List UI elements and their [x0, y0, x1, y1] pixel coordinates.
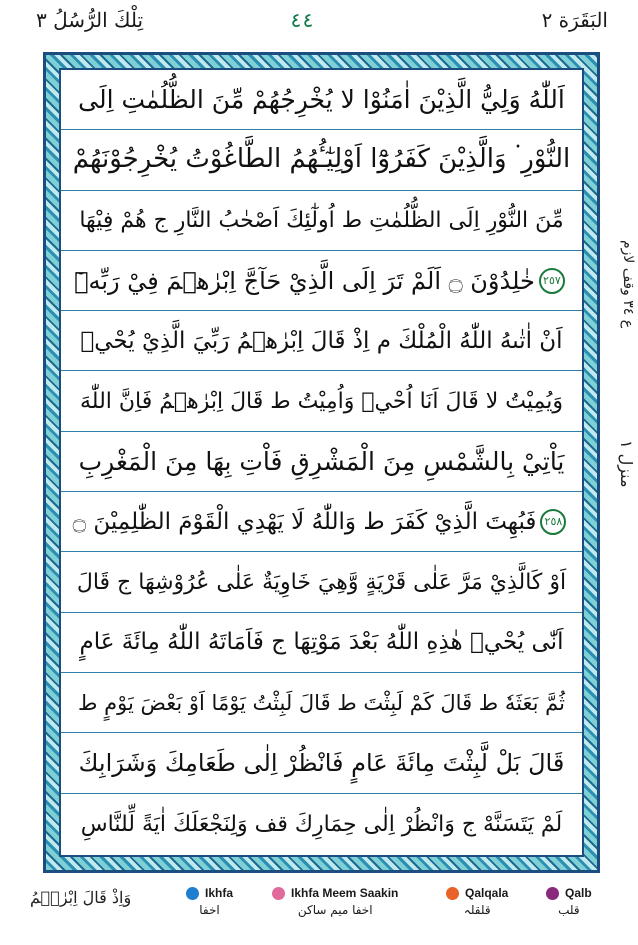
decorative-page-frame	[43, 52, 600, 873]
orange-dot-icon	[446, 887, 459, 900]
catchword: وَاِذْ قَالَ اِبْرٰهٖمُ	[30, 888, 132, 907]
text-line-5	[61, 311, 582, 371]
ayah-marker: ٢٥٧	[539, 268, 565, 294]
text-line-11	[61, 673, 582, 733]
legend-qalqala	[446, 886, 508, 917]
line-text: لَمْ يَتَسَنَّهْ ج وَانْظُرْ اِلٰى حِمَارِكَ قف وَلِنَجْعَلَكَ اٰيَةً لِّلنَّاسِ	[80, 811, 563, 837]
line-text: ثُمَّ بَعَثَهٗ ط قَالَ كَمْ لَبِثْتَ ط قَالَ لَبِثْتُ يَوْمًا اَوْ بَعْضَ يَوْمٍ ط	[78, 690, 565, 715]
page-header	[0, 0, 638, 52]
line-text: خٰلِدُوْنَ ۝ اَلَمْ تَرَ اِلَى الَّذِيْ حَآجَّ اِبْرٰهٖمَ فِيْ رَبِّهٖٓ	[74, 266, 535, 295]
legend-ikhfa	[186, 886, 233, 917]
ayah-marker: ٢٥٨	[540, 509, 566, 535]
legend-qalb	[546, 886, 592, 917]
line-text: اَنْ اٰتٰىهُ اللّٰهُ الْمُلْكَ م اِذْ قَالَ اِبْرٰهٖمُ رَبِّيَ الَّذِيْ يُحْيٖ	[80, 327, 563, 354]
text-line-8	[61, 492, 582, 552]
legend-label-urdu: قلقلہ	[463, 903, 491, 917]
text-line-4	[61, 251, 582, 311]
blue-dot-icon	[186, 887, 199, 900]
legend-label-urdu: اخفا میم ساکن	[297, 903, 373, 917]
line-text: فَبُهِتَ الَّذِيْ كَفَرَ ط وَاللّٰهُ لَا يَهْدِي الْقَوْمَ الظّٰلِمِيْنَ ۝	[72, 508, 537, 535]
text-line-13	[61, 794, 582, 855]
legend-ikhfa-meem-saakin	[272, 886, 398, 917]
text-line-10	[61, 613, 582, 673]
text-line-6	[61, 372, 582, 432]
pink-dot-icon	[272, 887, 285, 900]
legend-label-urdu: قلب	[558, 903, 580, 917]
legend-label: Qalqala	[465, 886, 509, 900]
text-area	[59, 68, 584, 857]
text-line-9	[61, 552, 582, 612]
juz-name: تِلْكَ الرُّسُلُ ٣	[36, 8, 144, 32]
purple-dot-icon	[546, 887, 559, 900]
legend-label: Ikhfa	[205, 886, 234, 900]
ruku-marginal-note: ع ٣٤ وقف لازم	[620, 240, 636, 329]
legend-label: Qalb	[565, 886, 592, 900]
legend-label: Ikhfa Meem Saakin	[291, 886, 399, 900]
text-line-7	[61, 432, 582, 492]
page-number: ٤٤	[290, 8, 315, 32]
text-line-12	[61, 733, 582, 793]
line-text: مِّنَ النُّوْرِ اِلَى الظُّلُمٰتِ ط اُولٰٓئِكَ اَصْحٰبُ النَّارِ ج هُمْ فِيْهَا	[79, 207, 564, 233]
text-line-1	[61, 70, 582, 130]
line-text: وَيُمِيْتُ لا قَالَ اَنَا اُحْيٖ وَاُمِيْتُ ط قَالَ اِبْرٰهٖمُ فَاِنَّ اللّٰهَ	[80, 388, 563, 414]
line-text: النُّوْرِ ۬ وَالَّذِيْنَ كَفَرُوْٓا اَوْلِيٰٓـُٔهُمُ الطَّاغُوْتُ يُخْرِجُوْنَهُمْ	[72, 144, 571, 175]
line-text: اَنّٰى يُحْيٖ هٰذِهِ اللّٰهُ بَعْدَ مَوْتِهَا ج فَاَمَاتَهُ اللّٰهُ مِائَةَ عَامٍ	[79, 629, 564, 656]
tajweed-legend	[0, 880, 638, 945]
text-line-2	[61, 130, 582, 190]
line-text: اَللّٰهُ وَلِيُّ الَّذِيْنَ اٰمَنُوْا لا يُخْرِجُهُمْ مِّنَ الظُّلُمٰتِ اِلَى	[78, 85, 565, 115]
line-text: اَوْ كَالَّذِيْ مَرَّ عَلٰى قَرْيَةٍ وَّهِيَ خَاوِيَةٌ عَلٰى عُرُوْشِهَا ج قَالَ	[76, 569, 567, 595]
surah-name: البَقَرَة ٢	[541, 8, 608, 32]
line-text: قَالَ بَلْ لَّبِثْتَ مِائَةَ عَامٍ فَانْظُرْ اِلٰى طَعَامِكَ وَشَرَابِكَ	[78, 748, 565, 777]
legend-label-urdu: اخفا	[199, 903, 220, 917]
line-text: يَاْتِيْ بِالشَّمْسِ مِنَ الْمَشْرِقِ فَاْتِ بِهَا مِنَ الْمَغْرِبِ	[78, 446, 565, 476]
text-line-3	[61, 191, 582, 251]
manzil-marginal-note: منزل ١	[617, 440, 636, 488]
